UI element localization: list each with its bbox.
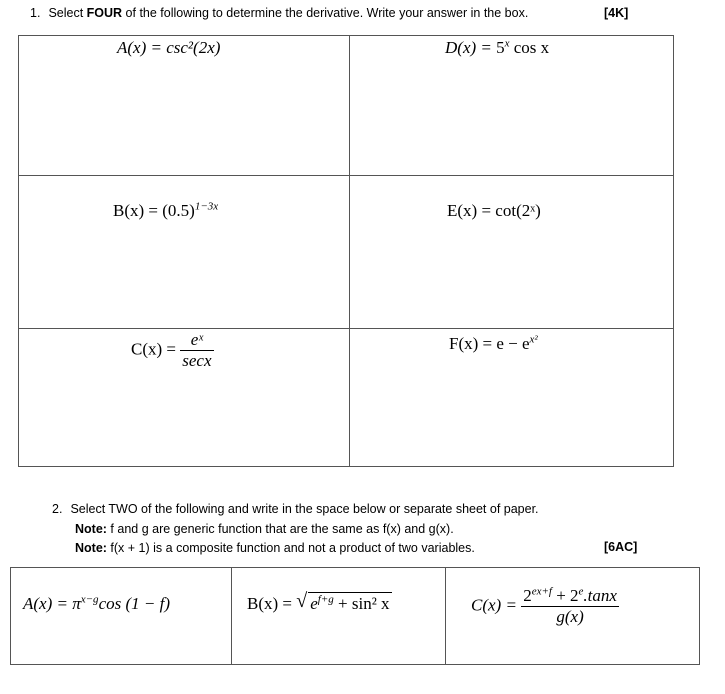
note-1-text: f and g are generic function that are the same as f(x) and g(x).	[106, 521, 454, 536]
function-b2-radicand-rest: + sin² x	[333, 594, 390, 613]
function-c2-num-exp1: ex+f	[531, 585, 552, 598]
question-2-marks: [6AC]	[604, 540, 638, 554]
function-b2-prefix: B(x) =	[247, 594, 297, 613]
function-b2-radicand-base: e	[310, 594, 318, 613]
grid2-divider-2	[445, 568, 446, 664]
function-c-q2	[471, 586, 619, 627]
function-b2-radicand-exponent: f+g	[317, 593, 334, 606]
radical-sign-icon: √	[296, 590, 308, 612]
grid-divider-vertical	[349, 36, 350, 466]
grid-divider-row-2	[19, 328, 673, 329]
question-1-number: 1.	[30, 6, 41, 20]
note-2-label: Note:	[75, 541, 107, 555]
function-c-q1	[131, 330, 214, 371]
function-c2-fraction	[521, 586, 619, 627]
function-a2-exponent: x−g	[80, 593, 99, 606]
function-c2-denominator: g(x)	[521, 606, 619, 627]
function-b-q1	[113, 201, 218, 221]
function-d-prefix: D(x) =	[445, 38, 497, 57]
function-e-q1: E(x) = cot(2ˣ)	[447, 201, 541, 220]
function-b-exponent: 1−3x	[194, 200, 219, 213]
question-2-number: 2.	[52, 502, 63, 516]
function-b-prefix: B(x) = (0.5)	[113, 201, 195, 220]
function-c2-num-exp2: e	[578, 585, 584, 598]
function-d-base: 5	[496, 38, 505, 57]
note-2-text: f(x + 1) is a composite function and not a product of two variables.	[106, 541, 475, 555]
question-2-options-grid	[10, 567, 700, 665]
function-c2-prefix: C(x) =	[471, 595, 517, 615]
function-c-denominator: secx	[182, 351, 212, 370]
function-c-fraction	[180, 330, 213, 371]
question-1-instruction	[30, 6, 528, 20]
function-d-q1	[445, 38, 549, 58]
grid2-divider-1	[231, 568, 232, 664]
function-b-q2	[247, 592, 392, 614]
note-1-label: Note:	[75, 521, 107, 536]
function-f-prefix: F(x) = e − e	[449, 334, 530, 353]
function-c2-numerator	[521, 586, 619, 606]
function-c-prefix: C(x) =	[131, 339, 176, 359]
function-c-numerator: eˣ	[190, 330, 204, 349]
question-2-instruction	[52, 500, 539, 559]
function-f-q1	[449, 334, 538, 354]
question-1-text-bold: FOUR	[86, 6, 123, 20]
square-root	[296, 592, 391, 614]
question-2-text: Select TWO of the following and write in the space below or separate sheet of paper.	[70, 502, 539, 516]
question-1-text-before: Select	[48, 6, 87, 20]
function-c2-num-mid: + 2	[551, 586, 579, 605]
function-d-exponent: x	[504, 37, 510, 50]
function-a2-suffix: cos (1 − f)	[98, 594, 170, 613]
function-a2-prefix: A(x) = π	[23, 594, 81, 613]
function-c2-num-base: 2	[523, 586, 532, 605]
function-c2-num-end: .tanx	[583, 586, 617, 605]
function-d-suffix: cos x	[509, 38, 550, 57]
function-a-q1: A(x) = csc²(2x)	[117, 38, 221, 57]
function-a-q2	[23, 594, 170, 614]
grid-divider-row-1	[19, 175, 673, 176]
question-1-answer-grid	[18, 35, 674, 467]
question-1-text-after: of the following to determine the derivative. Write your answer in the box.	[122, 6, 529, 20]
function-f-exponent: x²	[529, 333, 538, 346]
question-1-marks: [4K]	[604, 6, 629, 20]
